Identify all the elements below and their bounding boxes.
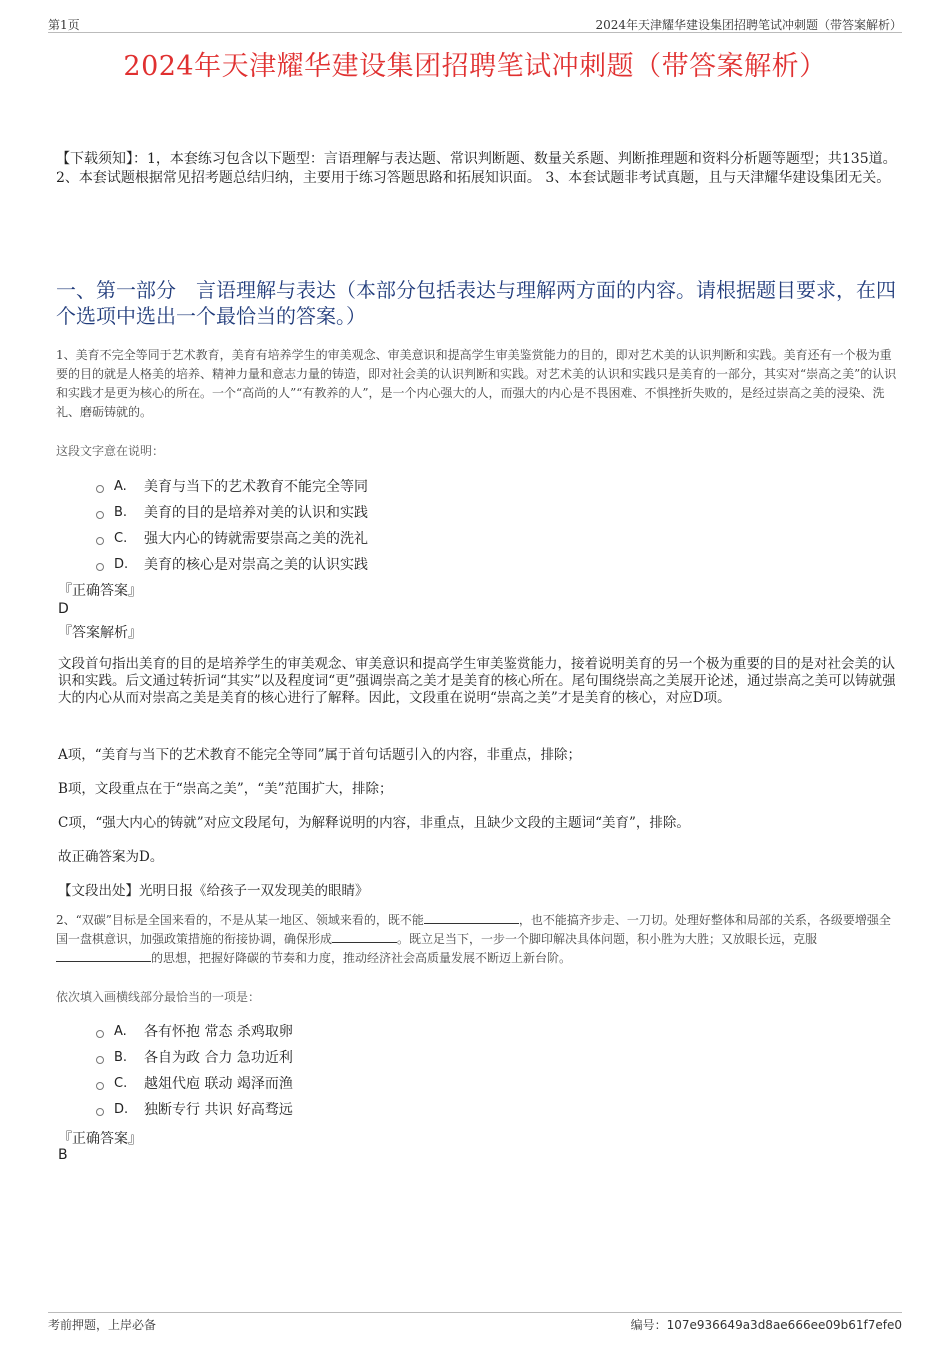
question-2-option-c[interactable]: C. 越俎代庖 联动 竭泽而渔	[96, 1073, 293, 1093]
radio-icon[interactable]	[96, 485, 104, 493]
fill-blank-3[interactable]	[56, 949, 151, 962]
question-2-prompt: 依次填入画横线部分最恰当的一项是：	[56, 990, 261, 1004]
question-2-option-a[interactable]: A. 各有怀抱 常态 杀鸡取卵	[96, 1021, 293, 1041]
question-1-analysis-b: B项，文段重点在于“崇高之美”，“美”范围扩大，排除；	[58, 781, 393, 797]
footer-code: 编号：107e936649a3d8ae666ee09b61f7efe0	[630, 1318, 902, 1332]
page-number: 第1页	[48, 18, 80, 32]
radio-icon[interactable]	[96, 1030, 104, 1038]
download-notice: 【下载须知】：1，本套练习包含以下题型：言语理解与表达题、常识判断题、数量关系题、判断推理题和资料分析题等题型；共135道。 2、本套试题根据常见招考题总结归纳，主要用于练习答题思路和拓展知识面。 3、本套试题非考试真题，且与天津耀华建设集团无关。	[56, 151, 897, 186]
option-text: 美育的核心是对崇高之美的认识实践	[144, 557, 368, 573]
radio-icon[interactable]	[96, 537, 104, 545]
question-1-source: 【文段出处】光明日报《给孩子一双发现美的眼睛》	[58, 883, 369, 899]
option-text: 各自为政 合力 急功近利	[144, 1050, 293, 1066]
option-text: 独断专行 共识 好高骛远	[144, 1102, 293, 1118]
radio-icon[interactable]	[96, 563, 104, 571]
question-1-option-c[interactable]: C. 强大内心的铸就需要崇高之美的洗礼	[96, 528, 368, 548]
section-heading: 一、第一部分 言语理解与表达（本部分包括表达与理解两方面的内容。请根据题目要求，在四个选项中选出一个最恰当的答案。）	[56, 278, 896, 328]
document-title: 2024年天津耀华建设集团招聘笔试冲刺题（带答案解析）	[123, 51, 827, 82]
question-1-answer-label: 『正确答案』	[58, 583, 142, 599]
question-1-option-d[interactable]: D. 美育的核心是对崇高之美的认识实践	[96, 554, 368, 574]
option-text: 越俎代庖 联动 竭泽而渔	[144, 1076, 293, 1092]
fill-blank-2[interactable]	[332, 930, 397, 943]
question-2-stem: 2、“双碳”目标是全国来看的，不是从某一地区、领域来看的，既不能 ，也不能搞齐步走、一刀切。处理好整体和局部的关系，各级要增强全国一盘棋意识，加强政策措施的衔接协调，确保形成 。既立足当下，一步一个脚印解决具体问题，积小胜为大胜；又放眼长远，克服的思想，把握好降碳的节奏和力度，推动经济社会高质量发展不断迈上新台阶。	[56, 913, 891, 965]
footer-slogan: 考前押题，上岸必备	[48, 1318, 157, 1332]
fill-blank-1[interactable]	[424, 911, 519, 924]
question-1-prompt: 这段文字意在说明：	[56, 444, 165, 458]
option-text: 强大内心的铸就需要崇高之美的洗礼	[144, 531, 368, 547]
page-footer	[48, 1312, 902, 1333]
option-text: 各有怀抱 常态 杀鸡取卵	[144, 1024, 293, 1040]
question-2-option-b[interactable]: B. 各自为政 合力 急功近利	[96, 1047, 293, 1067]
header-doc-title: 2024年天津耀华建设集团招聘笔试冲刺题（带答案解析）	[595, 18, 902, 32]
question-1-analysis-a: A项，“美育与当下的艺术教育不能完全等同”属于首句话题引入的内容，非重点，排除；	[58, 747, 582, 763]
radio-icon[interactable]	[96, 1108, 104, 1116]
question-2-answer: B	[58, 1147, 68, 1163]
question-1-analysis-c: C项，“强大内心的铸就”对应文段尾句，为解释说明的内容，非重点，且缺少文段的主题词“美育”，排除。	[58, 815, 690, 831]
question-1-conclusion: 故正确答案为D。	[58, 849, 164, 865]
option-text: 美育的目的是培养对美的认识和实践	[144, 505, 368, 521]
question-1-option-b[interactable]: B. 美育的目的是培养对美的认识和实践	[96, 502, 368, 522]
radio-icon[interactable]	[96, 511, 104, 519]
question-2-option-d[interactable]: D. 独断专行 共识 好高骛远	[96, 1099, 293, 1119]
question-1-option-a[interactable]: A. 美育与当下的艺术教育不能完全等同	[96, 476, 368, 496]
question-1-analysis: 文段首句指出美育的目的是培养学生的审美观念、审美意识和提高学生审美鉴赏能力，接着说明美育的另一个极为重要的目的是对社会美的认识和实践。后文通过转折词“其实”以及程度词“更”强调崇高之美才是美育的核心所在。尾句围绕崇高之美展开论述，通过崇高之美可以铸就强大的内心从而对崇高之美是美育的核心进行了解释。因此，文段重在说明“崇高之美”才是美育的核心，对应D项。	[58, 656, 896, 706]
radio-icon[interactable]	[96, 1082, 104, 1090]
option-text: 美育与当下的艺术教育不能完全等同	[144, 479, 368, 495]
question-2-answer-label: 『正确答案』	[58, 1131, 142, 1147]
question-1-analysis-label: 『答案解析』	[58, 625, 142, 641]
radio-icon[interactable]	[96, 1056, 104, 1064]
question-1-answer: D	[58, 601, 69, 617]
question-1-stem: 1、美育不完全等同于艺术教育，美育有培养学生的审美观念、审美意识和提高学生审美鉴赏能力的目的，即对艺术美的认识判断和实践。美育还有一个极为重要的目的就是人格美的培养、精神力量和意志力量的铸造，即对社会美的认识判断和实践。对艺术美的认识和实践只是美育的一部分，其实对“崇高之美”的认识和实践才是更为核心的所在。一个“高尚的人”“有教养的人”，是一个内心强大的人，而强大的内心是不畏困难、不惧挫折失败的，是经过崇高之美的浸染、洗礼、磨砺铸就的。	[56, 348, 897, 419]
page-header	[48, 14, 902, 33]
